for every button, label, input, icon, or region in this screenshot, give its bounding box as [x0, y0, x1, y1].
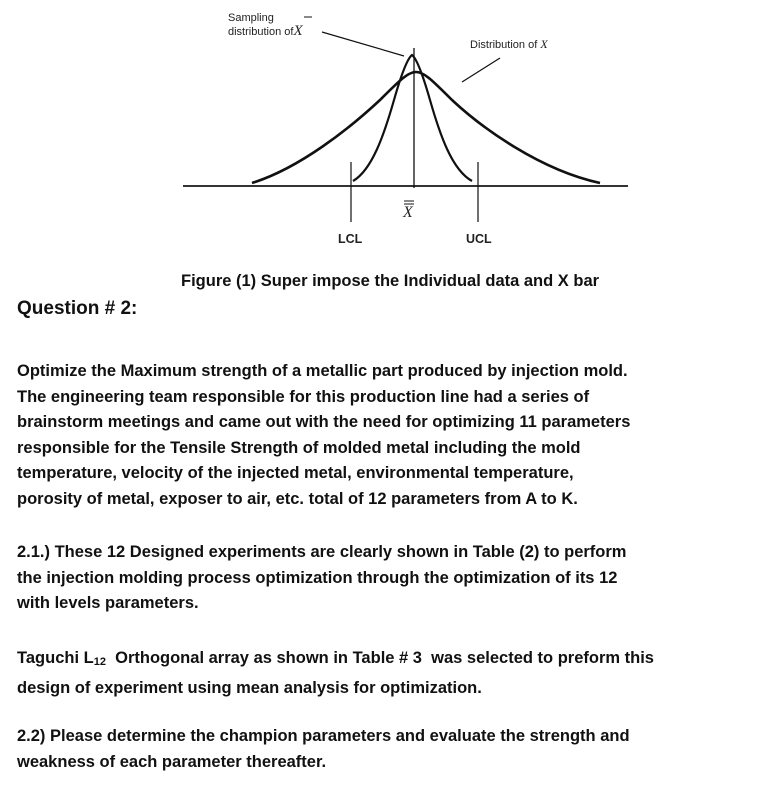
distribution-pointer	[462, 58, 500, 82]
taguchi-prefix: Taguchi L	[17, 649, 94, 667]
figure-caption: Figure (1) Super impose the Individual data and X bar	[181, 272, 600, 290]
question-heading: Question # 2:	[17, 298, 138, 319]
intro-line: brainstorm meetings and came out with the need for optimizing 11 parameters	[17, 413, 631, 431]
part-2-1-line: 2.1.) These 12 Designed experiments are clearly shown in Table (2) to perform	[17, 543, 627, 561]
sampling-x-symbol: X	[293, 23, 303, 39]
sampling-pointer	[322, 32, 404, 56]
intro-line: The engineering team responsible for this production line had a series of	[17, 387, 590, 406]
part-2-2-paragraph	[17, 724, 757, 775]
taguchi-line-1	[17, 646, 757, 676]
intro-line: Optimize the Maximum strength of a metallic part produced by injection mold.	[17, 362, 628, 380]
taguchi-line-1-text: Orthogonal array as shown in Table # 3 was selected to preform this	[105, 649, 654, 667]
lcl-label: LCL	[338, 232, 363, 246]
intro-line: temperature, velocity of the injected metal, environmental temperature,	[17, 464, 574, 482]
distribution-diagram	[0, 0, 778, 250]
part-2-2-line: 2.2) Please determine the champion parameters and evaluate the strength and	[17, 727, 630, 745]
intro-line: porosity of metal, exposer to air, etc. total of 12 parameters from A to K.	[17, 489, 578, 508]
ucl-label: UCL	[466, 232, 492, 246]
part-2-1-line: with levels parameters.	[17, 594, 199, 612]
part-2-1-line: the injection molding process optimization through the optimization of its 12	[17, 568, 618, 587]
distribution-label	[470, 38, 548, 51]
distribution-x-symbol: X	[540, 37, 548, 51]
intro-line: responsible for the Tensile Strength of molded metal including the mold	[17, 438, 581, 457]
sampling-label-line1: Sampling	[228, 12, 274, 24]
center-x-symbol: X	[403, 204, 413, 221]
taguchi-paragraph	[17, 646, 757, 701]
sampling-label-text: distribution of	[228, 26, 294, 38]
distribution-label-text: Distribution of	[470, 39, 538, 51]
sampling-label-line2	[228, 25, 303, 38]
part-2-2-line: weakness of each parameter thereafter.	[17, 752, 327, 771]
part-2-1-paragraph	[17, 540, 757, 617]
intro-paragraph	[17, 359, 757, 512]
taguchi-subscript: 12	[93, 656, 106, 668]
control-chart-figure	[0, 0, 778, 250]
taguchi-line-2: design of experiment using mean analysis for optimization.	[17, 678, 482, 697]
